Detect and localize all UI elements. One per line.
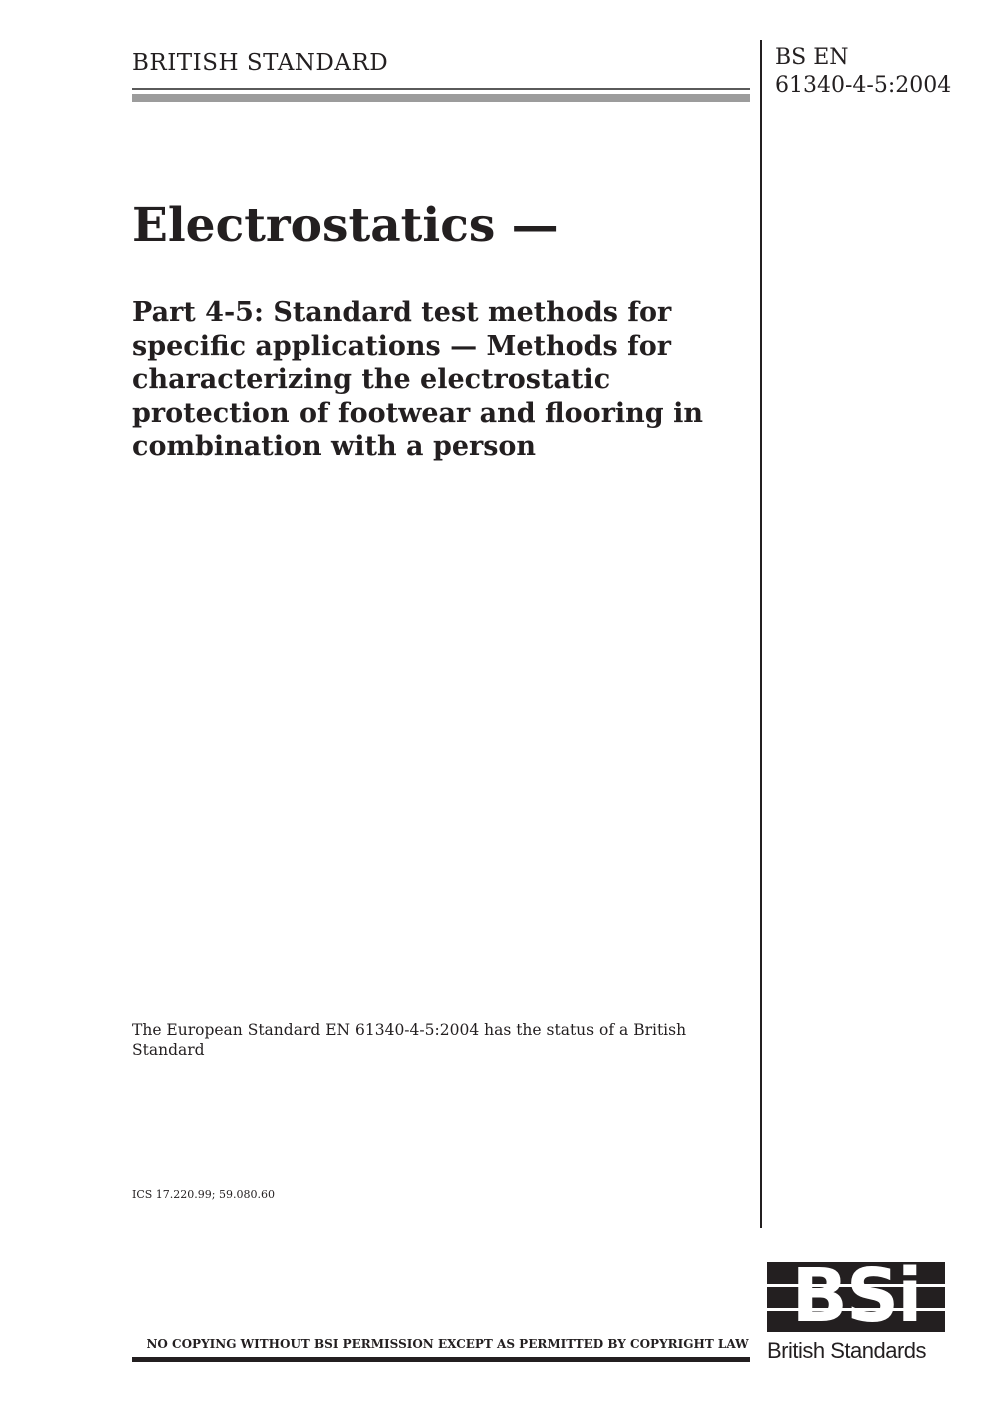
- header-rule-thick: [132, 94, 750, 102]
- logo-caption: British Standards: [767, 1338, 927, 1363]
- document-category: BRITISH STANDARD: [132, 50, 389, 76]
- ics-code: ICS 17.220.99; 59.080.60: [132, 1188, 275, 1201]
- subtitle-line: specific applications — Methods for: [132, 330, 671, 362]
- subtitle-line: protection of footwear and flooring in: [132, 397, 703, 429]
- subtitle-line: Part 4-5: Standard test methods for: [132, 297, 672, 328]
- logo-mark-text: BSi: [791, 1253, 921, 1339]
- copyright-notice: NO COPYING WITHOUT BSI PERMISSION EXCEPT AS PERMITTED BY COPYRIGHT LAW: [146, 1337, 749, 1351]
- page-title: Electrostatics —: [132, 198, 559, 253]
- bsi-logo-mark: [767, 1253, 945, 1339]
- subtitle-line: combination with a person: [132, 431, 537, 462]
- footer-rule: [132, 1357, 750, 1362]
- standard-number: [775, 44, 951, 100]
- bsi-logo: [767, 1253, 945, 1370]
- standard-number-line-2: 61340-4-5:2004: [775, 73, 952, 98]
- status-note: The European Standard EN 61340-4-5:2004 has the status of a British Standard: [132, 1021, 687, 1059]
- standard-number-line-1: BS EN: [775, 45, 849, 70]
- vertical-divider: [760, 40, 762, 1228]
- subtitle-line: characterizing the electrostatic: [132, 364, 611, 395]
- page-subtitle: [132, 296, 757, 464]
- header-rule-thin: [132, 88, 750, 90]
